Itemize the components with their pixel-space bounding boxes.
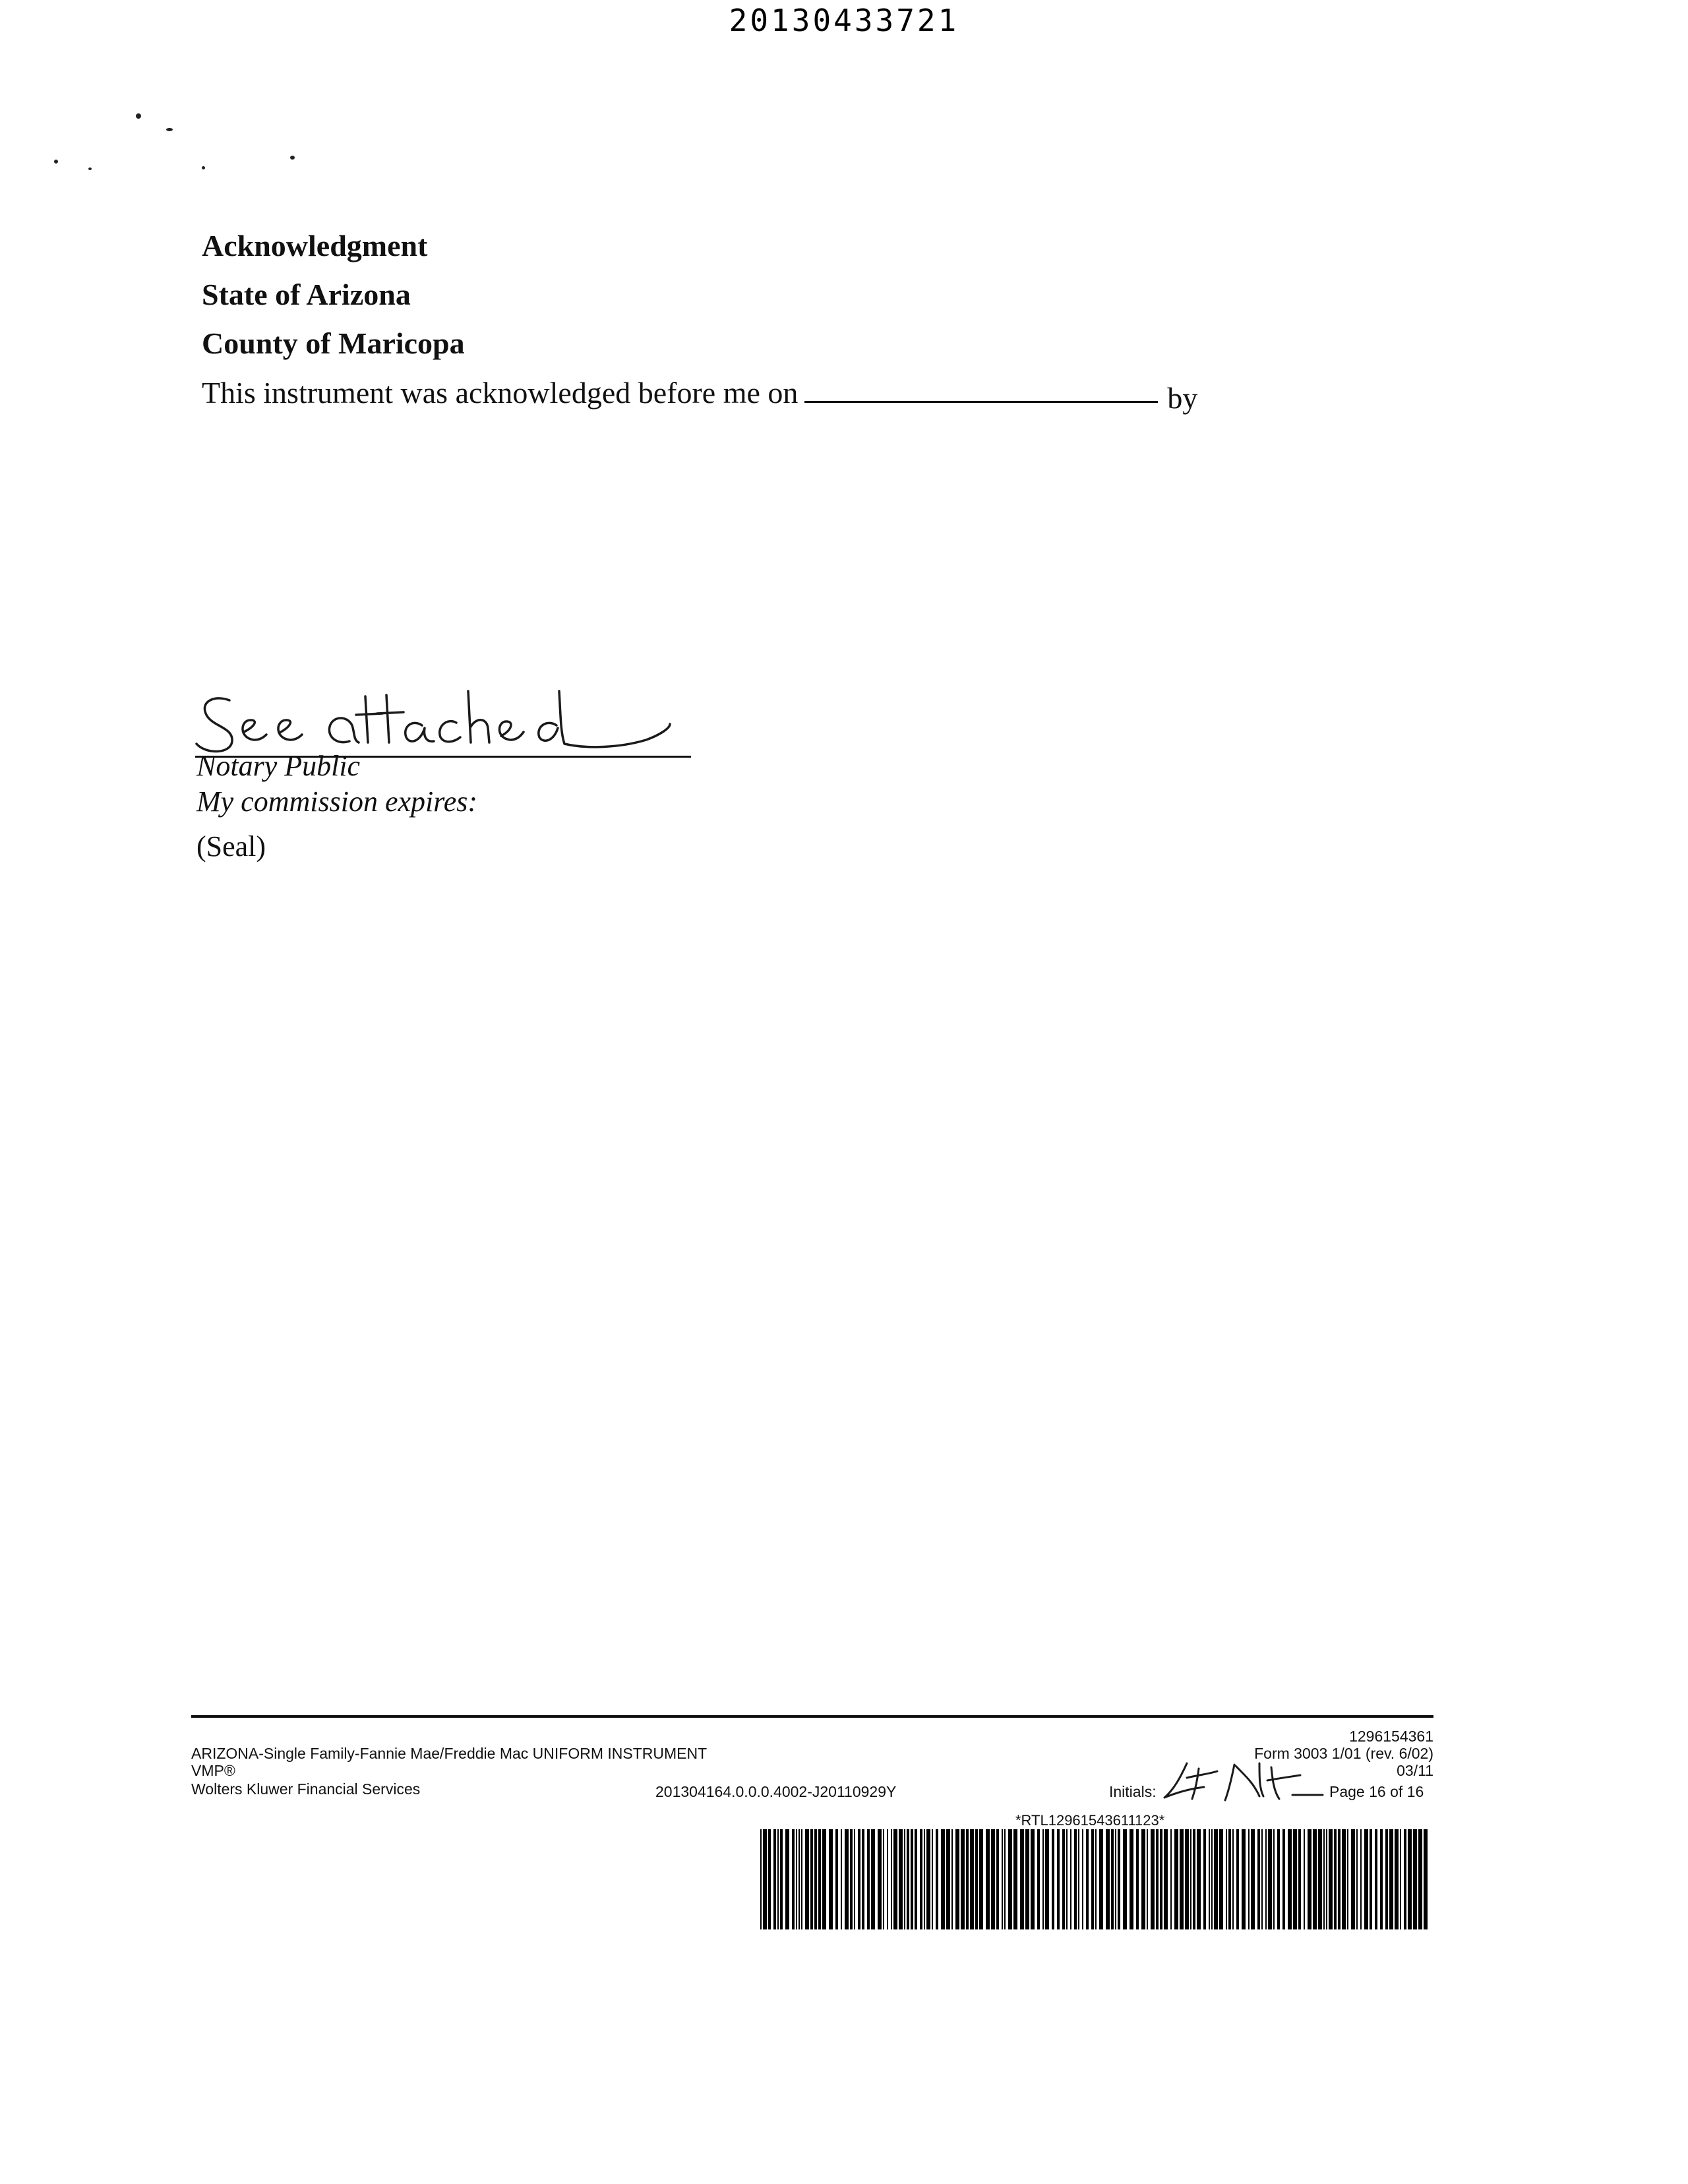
vmp-label: VMP® bbox=[191, 1762, 235, 1779]
state-line: State of Arizona bbox=[202, 278, 411, 311]
initials-label: Initials: bbox=[1109, 1783, 1157, 1800]
publisher: Wolters Kluwer Financial Services bbox=[191, 1780, 421, 1798]
form-name: ARIZONA-Single Family-Fannie Mae/Freddie Mac UNIFORM INSTRUMENT bbox=[191, 1745, 708, 1762]
county-line: County of Maricopa bbox=[202, 326, 465, 360]
seal-label: (Seal) bbox=[196, 830, 266, 863]
barcode-caption: *RTL12961543611123* bbox=[1015, 1812, 1165, 1829]
page-number: Page 16 of 16 bbox=[1329, 1783, 1424, 1800]
initials-signature bbox=[1160, 1751, 1325, 1804]
barcode bbox=[759, 1829, 1433, 1929]
acknowledgment-statement: This instrument was acknowledged before me on bbox=[202, 376, 799, 410]
loan-number: 1296154361 bbox=[1349, 1728, 1433, 1745]
date-blank bbox=[804, 375, 1158, 403]
acknowledgment-statement-line bbox=[202, 375, 1198, 415]
revision-date: 03/11 bbox=[1397, 1762, 1433, 1779]
footer-rule bbox=[191, 1715, 1433, 1718]
by-word: by bbox=[1167, 381, 1198, 415]
form-number: Form 3003 1/01 (rev. 6/02) bbox=[1254, 1745, 1433, 1762]
acknowledgment-title: Acknowledgment bbox=[202, 229, 428, 262]
document-code: 201304164.0.0.0.4002-J20110929Y bbox=[655, 1783, 897, 1800]
commission-expires-label: My commission expires: bbox=[196, 785, 478, 818]
notary-public-label: Notary Public bbox=[196, 750, 361, 782]
document-number: 20130433721 bbox=[729, 3, 959, 38]
